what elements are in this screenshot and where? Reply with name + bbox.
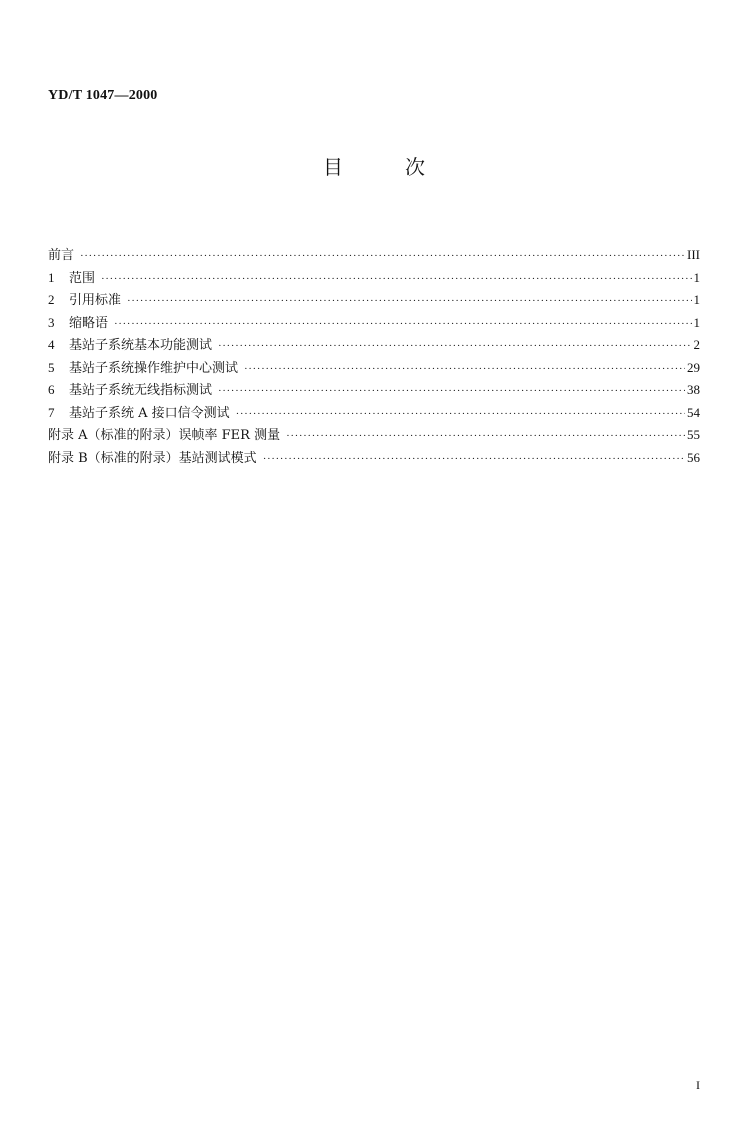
toc-leader-dots (127, 290, 691, 313)
page-number: I (696, 1078, 700, 1092)
toc-entry-label: 前言 (48, 248, 75, 263)
toc-leader-dots (114, 313, 691, 336)
toc-entry-page: 56 (687, 449, 700, 465)
toc-entry-page: 1 (693, 269, 700, 285)
toc-entry-scope[interactable] (48, 267, 700, 290)
toc-entry-number: 7 (48, 404, 55, 420)
toc-leader-dots (286, 425, 685, 448)
toc-entry-label: 缩略语 (69, 315, 109, 331)
table-of-contents (48, 244, 700, 469)
toc-entry-radio[interactable] (48, 379, 700, 402)
toc-entry-page: 29 (687, 359, 700, 375)
toc-entry-page: 54 (687, 404, 700, 420)
toc-entry-a-interface[interactable] (48, 402, 700, 425)
toc-entry-label: 附录 B（标准的附录）基站测试模式 (48, 450, 257, 466)
toc-entry-number: 6 (48, 382, 55, 397)
toc-entry-label: 附录 A（标准的附录）误帧率 FER 测量 (48, 428, 281, 443)
toc-leader-dots (218, 380, 685, 403)
toc-leader-dots (263, 448, 685, 471)
toc-entry-number: 3 (48, 314, 55, 330)
document-code: YD/T 1047—2000 (48, 88, 158, 103)
toc-entry-number: 5 (48, 359, 55, 375)
toc-entry-label: 引用标准 (69, 293, 122, 308)
toc-entry-appendix-b[interactable] (48, 447, 700, 470)
toc-entry-page: 2 (693, 337, 700, 352)
toc-entry-label: 范围 (69, 270, 96, 286)
toc-entry-abbreviations[interactable] (48, 312, 700, 335)
toc-entry-label: 基站子系统无线指标测试 (69, 383, 213, 398)
toc-leader-dots (244, 358, 685, 381)
toc-leader-dots (236, 403, 685, 426)
toc-entry-label: 基站子系统操作维护中心测试 (69, 360, 239, 376)
toc-entry-number: 1 (48, 269, 55, 285)
toc-entry-appendix-a[interactable] (48, 424, 700, 447)
toc-leader-dots (101, 268, 691, 291)
toc-leader-dots (218, 335, 691, 358)
toc-title: 目次 (323, 155, 487, 179)
toc-entry-label: 基站子系统基本功能测试 (69, 338, 213, 353)
toc-entry-basic-functions[interactable] (48, 334, 700, 357)
toc-entry-page: 1 (693, 292, 700, 307)
toc-entry-label: 基站子系统 A 接口信令测试 (69, 405, 230, 421)
toc-entry-number: 4 (48, 337, 55, 352)
toc-entry-foreword[interactable] (48, 244, 700, 267)
toc-entry-references[interactable] (48, 289, 700, 312)
toc-entry-page: 1 (693, 314, 700, 330)
toc-entry-page: 55 (687, 427, 700, 442)
toc-entry-number: 2 (48, 292, 55, 307)
toc-entry-page: 38 (687, 382, 700, 397)
toc-leader-dots (80, 245, 685, 268)
toc-entry-page: III (687, 247, 700, 262)
toc-entry-omc[interactable] (48, 357, 700, 380)
